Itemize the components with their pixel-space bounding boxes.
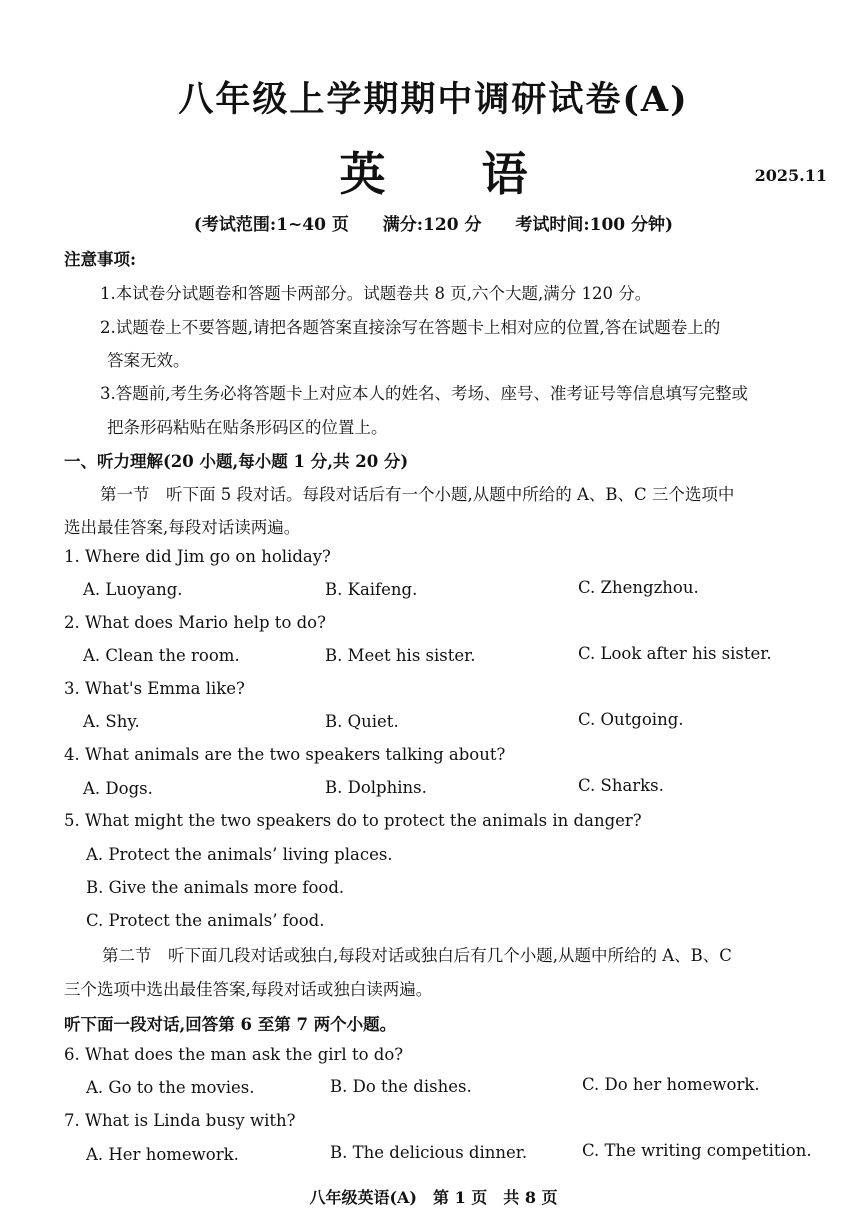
dialog-intro: 听下面一段对话,回答第 6 至第 7 两个小题。 [64, 1015, 397, 1034]
q6-option-a: A. Go to the movies. [86, 1078, 255, 1097]
part1-instruction-cont: 选出最佳答案,每段对话读两遍。 [64, 518, 301, 537]
part2-instruction-cont: 三个选项中选出最佳答案,每段对话或独白读两遍。 [64, 980, 433, 999]
q2-option-c: C. Look after his sister. [578, 644, 772, 663]
exam-scope: (考试范围:1~40 页 [193, 215, 349, 235]
q2-option-b: B. Meet his sister. [325, 646, 476, 665]
q5-option-a: A. Protect the animals’ living places. [86, 845, 393, 864]
q4-option-c: C. Sharks. [578, 776, 664, 795]
q5-option-c: C. Protect the animals’ food. [86, 911, 325, 930]
q3-option-b: B. Quiet. [325, 712, 399, 731]
question-6: 6. What does the man ask the girl to do? [64, 1045, 404, 1064]
q4-option-a: A. Dogs. [83, 779, 153, 798]
q1-option-b: B. Kaifeng. [325, 580, 418, 599]
q4-option-b: B. Dolphins. [325, 778, 427, 797]
q7-option-c: C. The writing competition. [582, 1141, 812, 1160]
q6-option-b: B. Do the dishes. [330, 1077, 472, 1096]
note-3-cont: 把条形码粘贴在贴条形码区的位置上。 [107, 418, 388, 437]
q1-option-c: C. Zhengzhou. [578, 578, 699, 597]
q7-option-a: A. Her homework. [86, 1145, 239, 1164]
exam-meta [0, 210, 867, 235]
q1-option-a: A. Luoyang. [83, 580, 183, 599]
note-2-cont: 答案无效。 [107, 351, 190, 370]
q7-option-b: B. The delicious dinner. [330, 1143, 528, 1162]
question-2: 2. What does Mario help to do? [64, 613, 326, 632]
q5-option-b: B. Give the animals more food. [86, 878, 345, 897]
q6-option-c: C. Do her homework. [582, 1075, 760, 1094]
question-4: 4. What animals are the two speakers talking about? [64, 745, 506, 764]
note-2: 2.试题卷上不要答题,请把各题答案直接涂写在答题卡上相对应的位置,答在试题卷上的 [100, 318, 721, 337]
exam-score: 满分:120 分 [382, 215, 482, 235]
question-1: 1. Where did Jim go on holiday? [64, 547, 331, 566]
question-7: 7. What is Linda busy with? [64, 1111, 296, 1130]
part1-instruction: 第一节 听下面 5 段对话。每段对话后有一个小题,从题中所给的 A、B、C 三个选项中 [100, 485, 735, 504]
section-heading: 一、听力理解(20 小题,每小题 1 分,共 20 分) [64, 452, 409, 471]
exam-time: 考试时间:100 分钟) [515, 215, 674, 235]
note-1: 1.本试卷分试题卷和答题卡两部分。试题卷共 8 页,六个大题,满分 120 分。 [100, 284, 652, 303]
exam-title: 八年级上学期期中调研试卷(A) [178, 79, 689, 120]
q2-option-a: A. Clean the room. [83, 646, 240, 665]
page-footer: 八年级英语(A) 第 1 页 共 8 页 [309, 1188, 558, 1207]
q3-option-c: C. Outgoing. [578, 710, 684, 729]
question-5: 5. What might the two speakers do to protect the animals in danger? [64, 811, 642, 830]
subject-title: 英 语 [339, 147, 568, 201]
notes-heading: 注意事项: [64, 250, 137, 269]
q3-option-a: A. Shy. [83, 712, 140, 731]
note-3: 3.答题前,考生务必将答题卡上对应本人的姓名、考场、座号、准考证号等信息填写完整或 [100, 384, 748, 403]
question-3: 3. What's Emma like? [64, 679, 245, 698]
exam-date: 2025.11 [754, 166, 827, 185]
part2-instruction: 第二节 听下面几段对话或独白,每段对话或独白后有几个小题,从题中所给的 A、B、C [102, 946, 732, 965]
